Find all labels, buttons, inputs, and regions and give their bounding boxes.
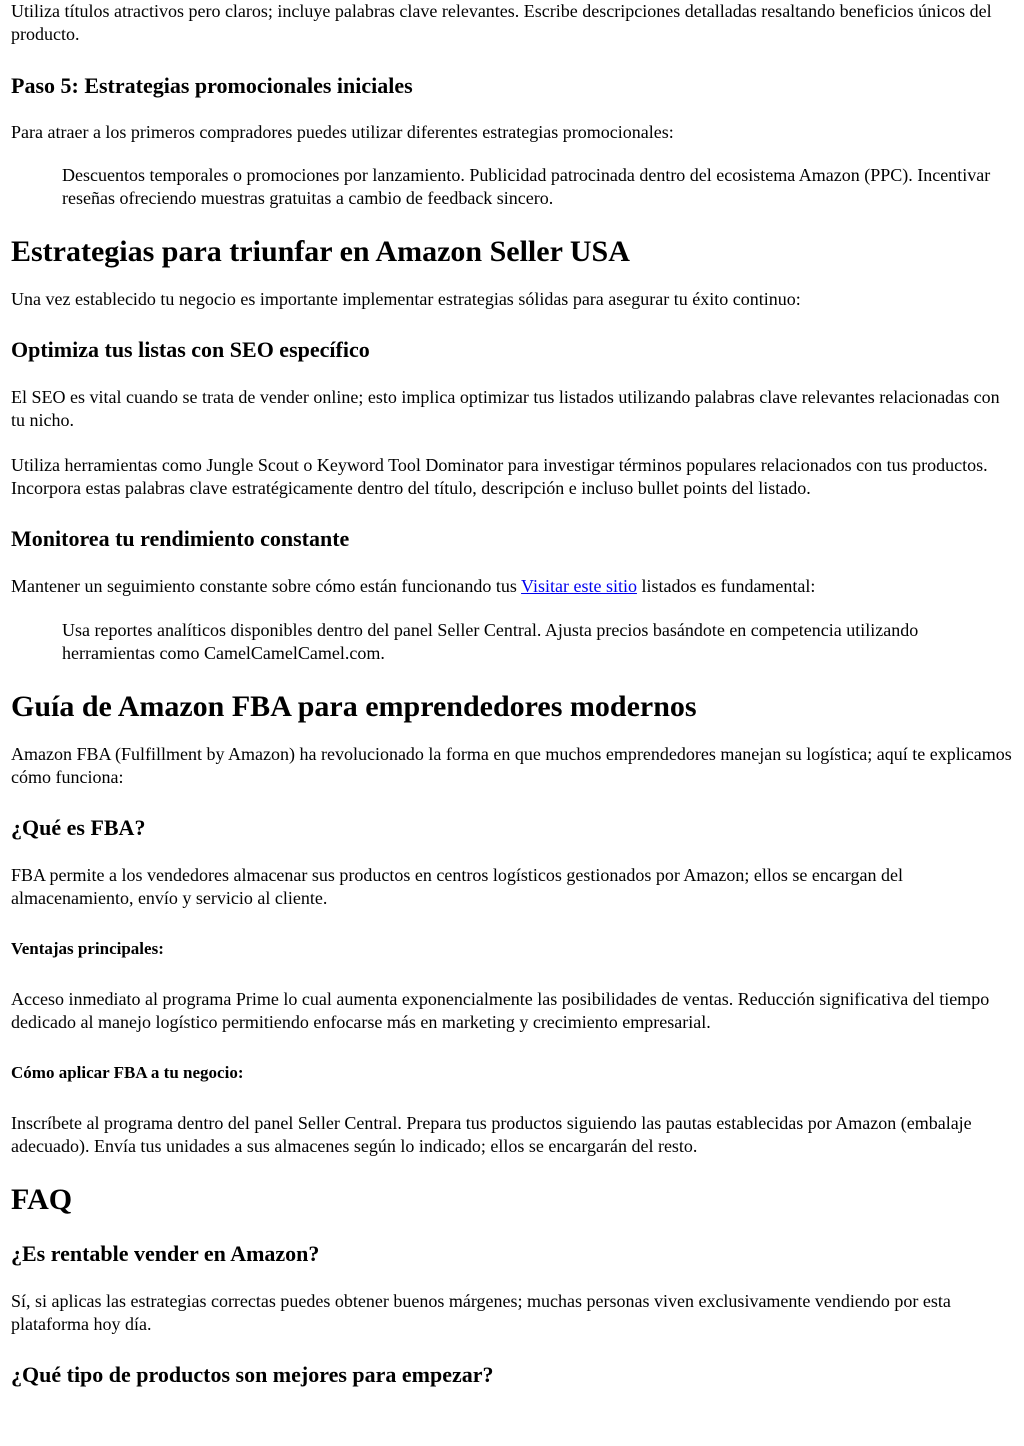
faq-heading: FAQ xyxy=(11,1183,73,1216)
aplicar-heading: Cómo aplicar FBA a tu negocio: xyxy=(11,1063,244,1082)
ventajas-heading: Ventajas principales: xyxy=(11,939,164,958)
monitor-text-before: Mantener un seguimiento constante sobre cómo están funcionando tus xyxy=(11,576,522,596)
fba-heading: Guía de Amazon FBA para emprendedores modernos xyxy=(11,690,697,723)
monitor-paragraph xyxy=(11,575,1014,598)
paso5-heading: Paso 5: Estrategias promocionales iniciales xyxy=(11,73,413,98)
monitor-quote: Usa reportes analíticos disponibles dentro del panel Seller Central. Ajusta precios basándote en competencia utilizando herramientas como CamelCamelCamel.com. xyxy=(62,620,919,663)
monitor-text-after: listados es fundamental: xyxy=(636,576,816,596)
paso5-quote: Descuentos temporales o promociones por lanzamiento. Publicidad patrocinada dentro del ecosistema Amazon (PPC). Incentivar reseñas ofreciendo muestras gratuitas a cambio de feedback sincero. xyxy=(62,165,991,208)
ventajas-paragraph: Acceso inmediato al programa Prime lo cual aumenta exponencialmente las posibilidades de ventas. Reducción significativa del tiempo dedicado al manejo logístico permitiendo enfocarse más en marketing y crecimiento empresarial. xyxy=(11,989,990,1032)
estrategias-paragraph: Una vez establecido tu negocio es importante implementar estrategias sólidas para asegurar tu éxito continuo: xyxy=(11,289,801,309)
intro-paragraph: Utiliza títulos atractivos pero claros; incluye palabras clave relevantes. Escribe descripciones detalladas resaltando beneficios únicos del producto. xyxy=(11,1,992,44)
que-es-fba-paragraph: FBA permite a los vendedores almacenar sus productos en centros logísticos gestionados por Amazon; ellos se encargan del almacenamiento, envío y servicio al cliente. xyxy=(11,865,903,908)
seo-heading: Optimiza tus listas con SEO específico xyxy=(11,337,370,362)
paso5-paragraph: Para atraer a los primeros compradores puedes utilizar diferentes estrategias promocionales: xyxy=(11,122,674,142)
estrategias-heading: Estrategias para triunfar en Amazon Seller USA xyxy=(11,235,630,268)
seo-paragraph-1: El SEO es vital cuando se trata de vender online; esto implica optimizar tus listados utilizando palabras clave relevantes relacionadas con tu nicho. xyxy=(11,387,1000,430)
visit-site-link[interactable]: Visitar este sitio xyxy=(521,576,637,596)
que-es-fba-heading: ¿Qué es FBA? xyxy=(11,815,146,840)
faq-answer-1: Sí, si aplicas las estrategias correctas puedes obtener buenos márgenes; muchas personas viven exclusivamente vendiendo por esta plataforma hoy día. xyxy=(11,1291,951,1334)
aplicar-paragraph: Inscríbete al programa dentro del panel Seller Central. Prepara tus productos siguiendo las pautas establecidas por Amazon (embalaje adecuado). Envía tus unidades a sus almacenes según lo indicado; ellos se encargarán del resto. xyxy=(11,1113,972,1156)
fba-paragraph: Amazon FBA (Fulfillment by Amazon) ha revolucionado la forma en que muchos emprendedores manejan su logística; aquí te explicamos cómo funciona: xyxy=(11,744,1012,787)
monitor-heading: Monitorea tu rendimiento constante xyxy=(11,526,350,551)
seo-paragraph-2: Utiliza herramientas como Jungle Scout o Keyword Tool Dominator para investigar términos populares relacionados con tus productos. Incorpora estas palabras clave estratégicamente dentro del título, descripción e incluso bullet points del listado. xyxy=(11,455,988,498)
faq-question-1: ¿Es rentable vender en Amazon? xyxy=(11,1241,320,1266)
faq-question-2: ¿Qué tipo de productos son mejores para empezar? xyxy=(11,1362,494,1387)
